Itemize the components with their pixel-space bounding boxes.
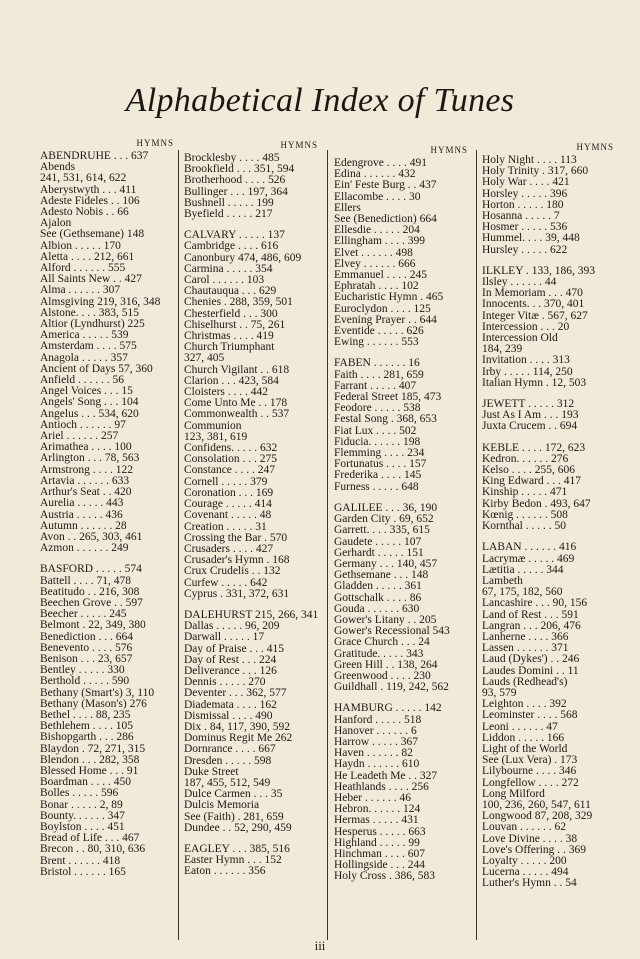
index-entry: 184, 239 [482, 344, 523, 356]
index-entry: Diademata . . . . 162 [184, 699, 277, 711]
index-entry: Langran . . . 206, 476 [482, 620, 581, 632]
index-entry: Ephratah . . . . 102 [334, 281, 419, 293]
index-entry: Bullinger . . . 197, 364 [184, 186, 288, 198]
index-entry: Avon . . 265, 303, 461 [40, 531, 143, 543]
section-gap [334, 693, 468, 703]
index-entry: Bread of Life . . . 467 [40, 833, 140, 845]
index-entry: Bounty. . . . . . 347 [40, 810, 125, 822]
index-entry: Battell . . . . 71, 478 [40, 575, 132, 587]
index-entry: Beechen Grove . . 597 [40, 597, 143, 609]
index-entry: Farrant . . . . . 407 [334, 380, 417, 392]
index-entry: Ariel . . . . . . 257 [40, 431, 119, 443]
index-entry: Cornell . . . . . 379 [184, 476, 268, 488]
index-entry: Euroclydon . . . . 125 [334, 303, 431, 315]
index-entry: Boardman . . . . 450 [40, 777, 132, 789]
index-entry: Easter Hymn . . . 152 [184, 855, 282, 867]
index-entry: Bethany (Smart's) 3, 110 [40, 687, 155, 699]
index-entry: LABAN . . . . . . 416 [482, 542, 577, 554]
section-gap [482, 433, 614, 443]
index-entry: All Saints New . . 427 [40, 274, 142, 286]
section-gap [184, 834, 318, 844]
hymns-header: HYMNS [280, 140, 318, 150]
index-entry: Brotherhood . . . . 526 [184, 175, 286, 187]
index-entry: Lanherne . . . . 366 [482, 631, 569, 643]
page-title: Alphabetical Index of Tunes [125, 82, 515, 119]
index-entry: Azmon . . . . . . 249 [40, 543, 129, 555]
index-entry: Consolation . . . 275 [184, 454, 277, 466]
index-entry: Fiat Lux . . . . 502 [334, 425, 417, 437]
tune-list [40, 151, 174, 878]
index-entry: ABENDRUHE . . . 637 [40, 151, 149, 162]
index-column-4 [482, 140, 614, 940]
index-entry: Covenant . . . . . 48 [184, 510, 272, 522]
index-entry: Hermas . . . . . 431 [334, 815, 419, 827]
index-entry: Laudes Domini . . 11 [482, 665, 579, 677]
index-entry: Louvan . . . . . . 62 [482, 822, 567, 834]
index-entry: Holy War . . . . 421 [482, 177, 570, 189]
index-column-3 [334, 140, 468, 940]
index-entry: Laud (Dykes') . . 246 [482, 654, 580, 666]
index-column-1 [40, 140, 174, 940]
index-entry: King Edward . . . 417 [482, 476, 582, 488]
index-entry: GALILEE . . . 36, 190 [334, 502, 438, 514]
index-entry: Church Triumphant [184, 342, 275, 354]
index-entry: Kedron. . . . . . 276 [482, 453, 569, 465]
index-entry: Lassen . . . . . . 371 [482, 643, 569, 655]
index-entry: Bethlehem . . . . 105 [40, 721, 133, 733]
index-entry: Lucerna . . . . . 494 [482, 867, 569, 879]
index-entry: Darwall . . . . . 17 [184, 632, 265, 644]
index-entry: 241, 531, 614, 622 [40, 173, 127, 185]
index-entry: Invitation . . . . 313 [482, 355, 570, 367]
index-entry: Eucharistic Hymn . 465 [334, 292, 444, 304]
index-entry: Ellers [334, 202, 361, 214]
index-entry: Bethel . . . . 88, 235 [40, 709, 131, 721]
index-entry: Lilybourne . . . . 346 [482, 766, 577, 778]
tune-list [482, 155, 614, 890]
index-entry: Benevento . . . . 576 [40, 642, 133, 654]
index-entry: Crossing the Bar . 570 [184, 532, 288, 544]
index-entry: Constance . . . . 247 [184, 465, 276, 477]
index-entry: Alma . . . . . . 307 [40, 285, 121, 297]
index-entry: Luther's Hymn . . 54 [482, 878, 577, 890]
index-entry: Frederika . . . . 145 [334, 470, 422, 482]
index-entry: Bentley . . . . . 330 [40, 665, 125, 677]
index-entry: Ellacombe . . . . 30 [334, 191, 421, 203]
index-entry: Italian Hymn . 12, 503 [482, 377, 587, 389]
index-entry: Leoni . . . . . . 47 [482, 721, 558, 733]
index-entry: Elvet . . . . . . 498 [334, 247, 413, 259]
index-entry: Horsley . . . . . 396 [482, 188, 568, 200]
index-entry: Amsterdam . . . . 575 [40, 341, 137, 353]
index-entry: Furness . . . . . 648 [334, 481, 419, 493]
index-entry: Alstone. . . . 383, 515 [40, 307, 140, 319]
index-entry: Dulce Carmen . . . 35 [184, 789, 283, 801]
index-entry: Lancashire . . . 90, 156 [482, 598, 588, 610]
tune-list [334, 158, 468, 883]
index-entry: Angelus . . . 534, 620 [40, 408, 139, 420]
section-gap [482, 389, 614, 399]
index-entry: Longwood 87, 208, 329 [482, 811, 593, 823]
index-entry: Artavia . . . . . . 633 [40, 475, 130, 487]
index-entry: Faith . . . . 281, 659 [334, 369, 424, 381]
index-entry: Belmont . 22, 349, 380 [40, 620, 146, 632]
index-entry: Gottschalk . . . . 86 [334, 592, 422, 604]
index-entry: He Leadeth Me . . 327 [334, 770, 438, 782]
index-entry: Adesto Nobis . . 66 [40, 207, 129, 219]
index-entry: Dornrance . . . . 667 [184, 744, 276, 756]
index-entry: Communion [184, 420, 242, 432]
index-entry: Brookfield . . . 351, 594 [184, 164, 295, 176]
index-entry: Bishopgarth . . . 286 [40, 732, 134, 744]
index-entry: Creation . . . . . 31 [184, 521, 267, 533]
index-entry: Abends [40, 162, 76, 174]
index-entry: See (Gethsemane) 148 [40, 229, 145, 241]
tune-list [184, 153, 318, 878]
section-gap [334, 348, 468, 358]
index-entry: Chenies . 288, 359, 501 [184, 297, 293, 309]
index-entry: Arimathea . . . . 100 [40, 442, 132, 454]
index-entry: Intercession Old [482, 333, 558, 345]
index-entry: Lætitia . . . . . 344 [482, 564, 564, 576]
index-entry: Hollingside . . . 244 [334, 860, 426, 872]
index-entry: Land of Rest . . . 591 [482, 609, 579, 621]
index-entry: Arlington . . . 78, 563 [40, 453, 140, 465]
index-entry: Holy Trinity . 317, 660 [482, 166, 589, 178]
page-number: iii [314, 938, 326, 953]
index-entry: Crux Crudelis . . 132 [184, 566, 281, 578]
index-entry: Long Milford [482, 788, 545, 800]
column-divider [476, 150, 477, 940]
index-entry: Carmina . . . . . 354 [184, 263, 273, 275]
index-entry: Integer Vitæ . 567, 627 [482, 310, 588, 322]
index-entry: EAGLEY . . . 385, 516 [184, 843, 290, 855]
index-entry: See (Faith) . 281, 659 [184, 811, 284, 823]
section-gap [482, 256, 614, 266]
index-entry: Gethsemane . . . 148 [334, 570, 429, 582]
index-entry: Kœnig . . . . . . 508 [482, 509, 568, 521]
index-entry: Liddon . . . . . 166 [482, 732, 565, 744]
index-entry: Kelso . . . . 255, 606 [482, 465, 575, 477]
index-entry: Ewing . . . . . . 553 [334, 337, 419, 349]
index-entry: Hosmer . . . . . 536 [482, 222, 568, 234]
index-entry: Angel Voices . . . 15 [40, 386, 133, 398]
index-entry: FABEN . . . . . . 16 [334, 358, 420, 370]
index-entry: Haven . . . . . . 82 [334, 748, 413, 760]
index-entry: Gower's Recessional 543 [334, 626, 450, 638]
index-entry: Horton . . . . . 180 [482, 199, 564, 211]
index-entry: Bethany (Mason's) 276 [40, 698, 147, 710]
hymns-header: HYMNS [576, 142, 614, 152]
index-entry: Come Unto Me . . 178 [184, 398, 288, 410]
index-entry: Christmas . . . . 419 [184, 331, 274, 343]
section-gap [184, 220, 318, 230]
hymns-header: HYMNS [136, 138, 174, 148]
index-entry: Emmanuel . . . . 245 [334, 270, 427, 282]
column-divider [178, 150, 179, 940]
index-entry: Ancient of Days 57, 360 [40, 363, 153, 375]
index-entry: Coronation . . . 169 [184, 487, 274, 499]
index-entry: Angels' Song . . . 104 [40, 397, 139, 409]
index-entry: Hanover . . . . . . 6 [334, 725, 417, 737]
index-entry: Kornthal . . . . . 50 [482, 521, 567, 533]
hymns-header: HYMNS [430, 145, 468, 155]
index-entry: Benison . . . 23, 657 [40, 653, 133, 665]
index-entry: JEWETT . . . . . 312 [482, 399, 575, 411]
index-entry: Autumn . . . . . . 28 [40, 520, 127, 532]
column-divider [327, 150, 328, 940]
index-entry: Alford . . . . . . 555 [40, 263, 126, 275]
index-entry: Curfew . . . . . 642 [184, 577, 268, 589]
index-entry: Leominster . . . . 568 [482, 710, 578, 722]
index-entry: Day of Rest . . . 224 [184, 654, 277, 666]
index-entry: Gower's Litany . . 205 [334, 614, 437, 626]
index-entry: Hummel. . . . 39, 448 [482, 233, 580, 245]
section-gap [40, 554, 174, 564]
index-entry: Gaudete . . . . . 107 [334, 536, 422, 548]
index-entry: Albion . . . . . 170 [40, 240, 121, 252]
index-entry: Aletta . . . . 212, 661 [40, 251, 135, 263]
index-entry: Loyalty . . . . . 200 [482, 855, 567, 867]
index-entry: Blendon . . . 282, 358 [40, 754, 140, 766]
index-entry: Ilsley . . . . . . 44 [482, 277, 557, 289]
index-entry: Aurelia . . . . . 443 [40, 498, 124, 510]
index-entry: Confidens. . . . . 632 [184, 443, 278, 455]
index-entry: Holy Cross . 386, 583 [334, 871, 435, 883]
index-entry: Ein' Feste Burg . . 437 [334, 180, 437, 192]
index-entry: 93, 579 [482, 687, 517, 699]
index-entry: Gouda . . . . . . 630 [334, 603, 420, 615]
index-entry: Guildhall . 119, 242, 562 [334, 682, 449, 694]
index-entry: Aberystwyth . . . 411 [40, 184, 137, 196]
index-entry: Blessed Home . . . 91 [40, 765, 139, 777]
index-entry: Hebron. . . . . . 124 [334, 804, 421, 816]
index-entry: Brocklesby . . . . 485 [184, 153, 280, 164]
index-entry: Green Hill . . 138, 264 [334, 659, 438, 671]
index-entry: 327, 405 [184, 353, 225, 365]
index-entry: Dismissal . . . . 490 [184, 710, 273, 722]
index-entry: Edina . . . . . . 432 [334, 169, 416, 181]
index-entry: Dix . 84, 117, 390, 592 [184, 721, 290, 733]
index-entry: Love's Offering . . 369 [482, 844, 587, 856]
index-entry: Boylston . . . . 451 [40, 821, 125, 833]
index-entry: Hinchman . . . . 607 [334, 848, 426, 860]
index-entry: Blaydon . 72, 271, 315 [40, 743, 146, 755]
index-entry: Dennis . . . . . 270 [184, 677, 266, 689]
index-entry: Gladden . . . . . 361 [334, 581, 422, 593]
index-entry: Day of Praise . . . 415 [184, 643, 284, 655]
index-entry: 100, 236, 260, 547, 611 [482, 799, 591, 811]
index-entry: Antioch . . . . . . 97 [40, 419, 126, 431]
index-entry: Anfield . . . . . . 56 [40, 375, 125, 387]
index-column-2 [184, 140, 318, 940]
index-entry: Hursley . . . . . 622 [482, 244, 568, 256]
index-entry: Heathlands . . . . 256 [334, 781, 429, 793]
index-entry: Canonbury 474, 486, 609 [184, 252, 302, 264]
index-entry: Lambeth [482, 575, 523, 587]
index-entry: Germany . . . 140, 457 [334, 558, 438, 570]
index-entry: BASFORD . . . . . 574 [40, 564, 142, 576]
index-entry: Duke Street [184, 766, 239, 778]
index-entry: Ajalon [40, 218, 72, 230]
index-entry: Garden City . 69, 652 [334, 514, 434, 526]
index-entry: Chiselhurst . . 75, 261 [184, 319, 286, 331]
index-entry: Bolles . . . . . 596 [40, 788, 119, 800]
index-entry: CALVARY . . . . . 137 [184, 230, 285, 242]
index-entry: Juxta Crucem . . 694 [482, 421, 578, 433]
index-entry: Harrow . . . . . 367 [334, 736, 418, 748]
index-entry: Irby . . . . . 114, 250 [482, 366, 573, 378]
index-entry: Kinship . . . . . 471 [482, 487, 568, 499]
index-entry: Ellesdie . . . . . 204 [334, 225, 420, 237]
index-entry: Benediction . . . 664 [40, 631, 133, 643]
index-entry: Flemming . . . . 234 [334, 448, 425, 460]
index-entry: America . . . . . 539 [40, 330, 129, 342]
index-entry: Intercession . . . 20 [482, 321, 570, 333]
index-entry: 123, 381, 619 [184, 431, 248, 443]
index-entry: Berthold . . . . . 590 [40, 676, 130, 688]
index-entry: Dulcis Memoria [184, 800, 260, 812]
index-entry: Garrett. . . . 335, 615 [334, 525, 430, 537]
index-entry: Edengrove . . . . 491 [334, 158, 427, 169]
index-entry: Light of the World [482, 743, 568, 755]
index-entry: Greenwood . . . . 230 [334, 670, 431, 682]
index-entry: Evening Prayer . . 644 [334, 314, 437, 326]
index-entry: Elvey . . . . . . 666 [334, 258, 416, 270]
index-entry: Deliverance . . . 126 [184, 665, 277, 677]
index-entry: Arthur's Seat . . 420 [40, 487, 132, 499]
index-entry: Byefield . . . . . 217 [184, 209, 273, 221]
index-entry: Dallas . . . . . 96, 209 [184, 621, 280, 633]
index-entry: Cyprus . 331, 372, 631 [184, 588, 290, 600]
index-entry: DALEHURST 215, 266, 341 [184, 609, 318, 621]
index-entry: Dresden . . . . . 598 [184, 755, 272, 767]
index-entry: Commonwealth . . 537 [184, 409, 290, 421]
index-entry: Love Divine . . . . 38 [482, 833, 578, 845]
index-entry: Holy Night . . . . 113 [482, 155, 577, 166]
index-entry: Kirby Bedon . 493, 647 [482, 498, 591, 510]
index-entry: Beecher . . . . . 245 [40, 609, 127, 621]
index-entry: Heber . . . . . . 46 [334, 792, 411, 804]
index-entry: Church Vigilant . . 618 [184, 364, 290, 376]
index-entry: Eventide . . . . . 626 [334, 326, 424, 338]
index-entry: Carol . . . . . . 103 [184, 275, 265, 287]
index-entry: Bristol . . . . . . 165 [40, 866, 126, 878]
index-entry: Cambridge . . . . 616 [184, 241, 279, 253]
index-entry: Longfellow . . . . 272 [482, 777, 579, 789]
index-entry: Dominus Regit Me 262 [184, 733, 293, 745]
section-gap [482, 532, 614, 542]
index-entry: Chesterfield . . . 300 [184, 308, 278, 320]
index-entry: Hesperus . . . . . 663 [334, 826, 426, 838]
index-entry: Almsgiving 219, 316, 348 [40, 296, 161, 308]
index-entry: Lacrymæ . . . . . 469 [482, 553, 575, 565]
index-entry: Crusader's Hymn . 168 [184, 555, 290, 567]
index-entry: Dundee . . 52, 290, 459 [184, 822, 292, 834]
index-entry: Courage . . . . . 414 [184, 499, 272, 511]
index-entry: KEBLE . . . . 172, 623 [482, 442, 586, 454]
index-entry: ILKLEY . 133, 186, 393 [482, 265, 595, 277]
index-entry: Innocents. . . 370, 401 [482, 299, 585, 311]
index-entry: Haydn . . . . . . 610 [334, 759, 420, 771]
index-entry: Clarion . . . 423, 584 [184, 375, 279, 387]
section-gap [184, 600, 318, 610]
index-entry: In Memoriam . . . 470 [482, 288, 583, 300]
index-entry: Festal Song . 368, 653 [334, 414, 437, 426]
index-entry: Bonar . . . . . 2, 89 [40, 799, 123, 811]
index-entry: 67, 175, 182, 560 [482, 587, 563, 599]
index-entry: Fiducia. . . . . . 198 [334, 436, 421, 448]
index-entry: Altior (Lyndhurst) 225 [40, 319, 145, 331]
index-entry: Hanford . . . . . 518 [334, 714, 422, 726]
index-entry: Adeste Fideles . . 106 [40, 195, 140, 207]
index-entry: Fortunatus . . . . 157 [334, 459, 427, 471]
index-entry: Anagola . . . . . 357 [40, 352, 128, 364]
index-entry: HAMBURG . . . . . 142 [334, 703, 442, 715]
index-entry: Grace Church . . . 24 [334, 637, 430, 649]
index-entry: See (Lux Vera) . 173 [482, 755, 578, 767]
index-entry: Bushnell . . . . . 199 [184, 197, 274, 209]
index-entry: Brent . . . . . . 418 [40, 855, 121, 867]
index-entry: Lauds (Redhead's) [482, 676, 568, 688]
index-entry: Federal Street 185, 473 [334, 392, 442, 404]
section-gap [334, 493, 468, 503]
index-entry: Ellingham . . . . 399 [334, 236, 426, 248]
index-entry: Austria . . . . . 436 [40, 509, 123, 521]
index-entry: Chautauqua . . . 629 [184, 286, 277, 298]
index-entry: 187, 455, 512, 549 [184, 777, 271, 789]
index-entry: Cloisters . . . . 442 [184, 387, 269, 399]
index-entry: Just As I Am . . . 193 [482, 410, 579, 422]
index-entry: See (Benediction) 664 [334, 214, 437, 226]
index-entry: Feodore . . . . . 538 [334, 403, 421, 415]
index-entry: Hosanna . . . . . 7 [482, 211, 560, 223]
index-entry: Gratitude. . . . . 343 [334, 648, 424, 660]
index-entry: Highland . . . . . 99 [334, 837, 420, 849]
index-entry: Gerhardt . . . . . 151 [334, 547, 424, 559]
index-entry: Eaton . . . . . . 356 [184, 866, 266, 878]
index-entry: Beatitudo . . 216, 308 [40, 586, 140, 598]
index-entry: Brecon . . 80, 310, 636 [40, 844, 146, 856]
index-entry: Armstrong . . . . 122 [40, 464, 133, 476]
index-entry: Deventer . . . 362, 577 [184, 688, 287, 700]
index-entry: Leighton . . . . 392 [482, 699, 567, 711]
index-entry: Crusaders . . . . 427 [184, 543, 274, 555]
